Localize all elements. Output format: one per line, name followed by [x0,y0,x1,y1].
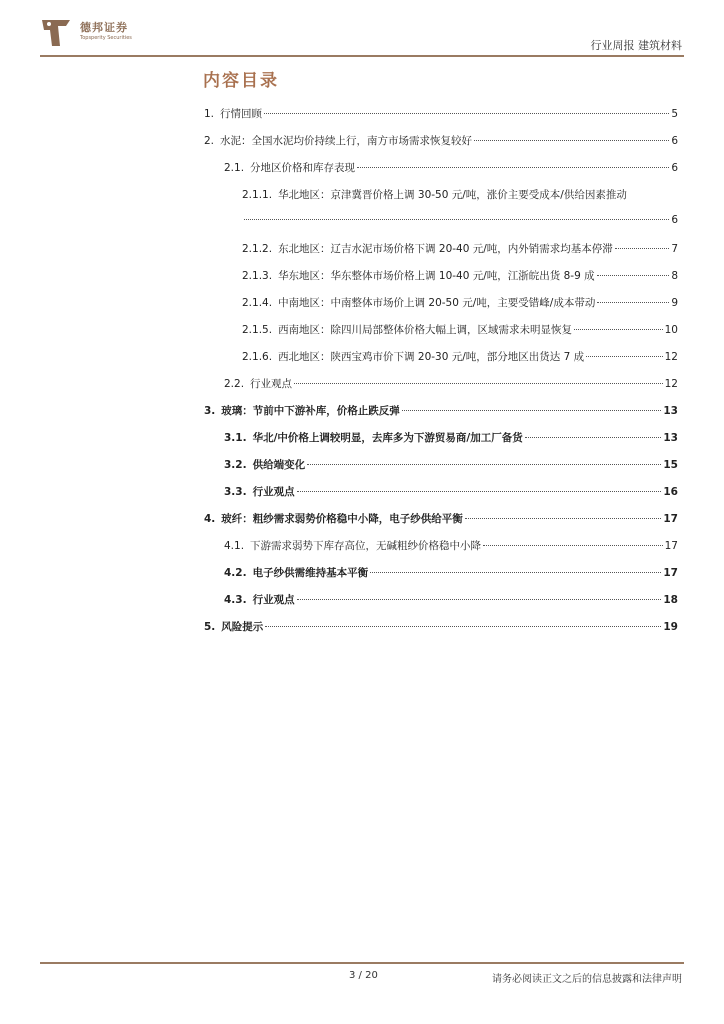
disclaimer-note: 请务必阅读正文之后的信息披露和法律声明 [492,974,682,985]
dot-leader [357,167,669,168]
toc-entry[interactable] [204,322,678,349]
toc-entry-title: 行业观点 [252,486,295,498]
toc-entry-page: 17 [664,540,678,552]
toc-entry[interactable] [204,430,678,457]
toc-entry-number: 2.1.6. [242,351,273,363]
toc-entry-page: 17 [663,513,678,525]
footer-divider [40,962,684,964]
toc-entry-title: 行情回顾 [220,108,263,120]
toc-entry-number: 2.1. [224,162,245,174]
toc-entry-title: 玻璃：节前中下游补库，价格止跌反弹 [221,405,400,417]
toc-entry-number: 4.2. [224,567,247,579]
toc-entry[interactable] [204,160,678,187]
toc-entry-title: 行业观点 [250,378,293,390]
toc-entry[interactable] [204,106,678,133]
toc-entry[interactable] [204,268,678,295]
toc-entry-number: 2.1.4. [242,297,273,309]
toc-title: 内容目录 [203,71,279,91]
dot-leader [370,572,661,573]
toc-entry-number: 3.3. [224,486,247,498]
toc-entry-title: 中南地区：中南整体市场价上调 20-50 元/吨，主要受错峰/成本带动 [278,297,596,309]
toc-entry-title: 玻纤：粗纱需求弱势价格稳中小降，电子纱供给平衡 [221,513,463,525]
dot-leader [574,329,663,330]
toc-entry-title: 风险提示 [221,621,264,633]
toc-entry[interactable] [204,403,678,430]
toc-entry-page: 17 [663,567,678,579]
dot-leader [297,491,662,492]
toc-entry-number: 2.1.1. [242,189,273,201]
dot-leader [597,302,669,303]
toc-entry-number: 3. [204,405,216,417]
toc-entry-number: 2.1.2. [242,243,273,255]
table-of-contents [204,106,678,646]
toc-entry-number: 1. [204,108,215,120]
toc-entry-title: 下游需求弱势下库存高位，无碱粗纱价格稳中小降 [250,540,482,552]
toc-entry-page: 13 [663,405,678,417]
dot-leader [597,275,670,276]
dot-leader [297,599,662,600]
toc-entry[interactable] [204,592,678,619]
dot-leader [474,140,669,141]
toc-entry-number: 2.1.5. [242,324,273,336]
page-number: 3 / 20 [349,970,378,981]
toc-entry-title: 分地区价格和库存表现 [250,162,356,174]
logo-text-en: Topsperity Securities [80,35,132,41]
toc-entry-title: 华北/中价格上调较明显，去库多为下游贸易商/加工厂备货 [252,432,523,444]
toc-entry[interactable] [204,295,678,322]
dot-leader [244,219,669,220]
toc-entry-number: 2.1.3. [242,270,273,282]
logo-text-cn: 德邦证券 [80,21,128,34]
toc-entry-page: 6 [671,162,678,174]
toc-entry-number: 3.2. [224,459,247,471]
toc-entry-page: 19 [663,621,678,633]
toc-entry-number: 4.3. [224,594,247,606]
toc-entry-page: 5 [671,108,678,120]
toc-entry[interactable] [204,133,678,160]
toc-entry-continuation [204,214,678,241]
toc-entry-page: 18 [663,594,678,606]
toc-entry[interactable] [204,349,678,376]
toc-entry-page: 13 [663,432,678,444]
toc-entry-title: 行业观点 [252,594,295,606]
toc-entry[interactable] [204,511,678,538]
dot-leader [615,248,670,249]
toc-entry-title: 水泥：全国水泥均价持续上行，南方市场需求恢复较好 [220,135,473,147]
dot-leader [265,626,661,627]
toc-entry-page: 12 [664,378,678,390]
toc-entry-page: 12 [664,351,678,363]
toc-entry-page: 15 [663,459,678,471]
dot-leader [294,383,663,384]
dot-leader [525,437,662,438]
toc-entry[interactable] [204,376,678,403]
toc-entry-page: 6 [671,214,678,226]
toc-entry[interactable] [204,457,678,484]
toc-entry-number: 2.2. [224,378,245,390]
toc-entry[interactable] [204,619,678,646]
dot-leader [465,518,662,519]
logo-icon [40,16,72,48]
toc-entry[interactable] [204,241,678,268]
toc-entry-title: 西南地区：除四川局部整体价格大幅上调，区域需求未明显恢复 [278,324,573,336]
toc-entry-number: 4. [204,513,216,525]
dot-leader [402,410,662,411]
toc-entry-title: 供给端变化 [252,459,306,471]
toc-entry-title: 西北地区：陕西宝鸡市价下调 20-30 元/吨，部分地区出货达 7 成 [278,351,585,363]
toc-entry-number: 4.1. [224,540,245,552]
toc-entry-title: 华东地区：华东整体市场价格上调 10-40 元/吨，江浙皖出货 8-9 成 [278,270,595,282]
toc-entry[interactable] [204,538,678,565]
toc-entry-title: 东北地区：辽吉水泥市场价格下调 20-40 元/吨，内外销需求均基本停滞 [278,243,613,255]
toc-entry-number: 2. [204,135,215,147]
dot-leader [483,545,663,546]
report-category: 行业周报 建筑材料 [590,39,682,52]
toc-entry-number: 3.1. [224,432,247,444]
dot-leader [586,356,662,357]
toc-entry-page: 16 [663,486,678,498]
dot-leader [307,464,661,465]
toc-entry-number: 5. [204,621,216,633]
company-logo [40,16,160,50]
header-divider [40,55,684,57]
toc-entry[interactable] [204,187,678,214]
toc-entry-page: 10 [664,324,678,336]
toc-entry-page: 9 [671,297,678,309]
toc-entry-title: 华北地区：京津冀晋价格上调 30-50 元/吨，涨价主要受成本/供给因素推动 [278,189,627,201]
toc-entry-title: 电子纱供需维持基本平衡 [252,567,369,579]
toc-entry[interactable] [204,565,678,592]
toc-entry[interactable] [204,484,678,511]
dot-leader [264,113,669,114]
toc-entry-page: 7 [671,243,678,255]
toc-entry-page: 8 [671,270,678,282]
toc-entry-page: 6 [671,135,678,147]
